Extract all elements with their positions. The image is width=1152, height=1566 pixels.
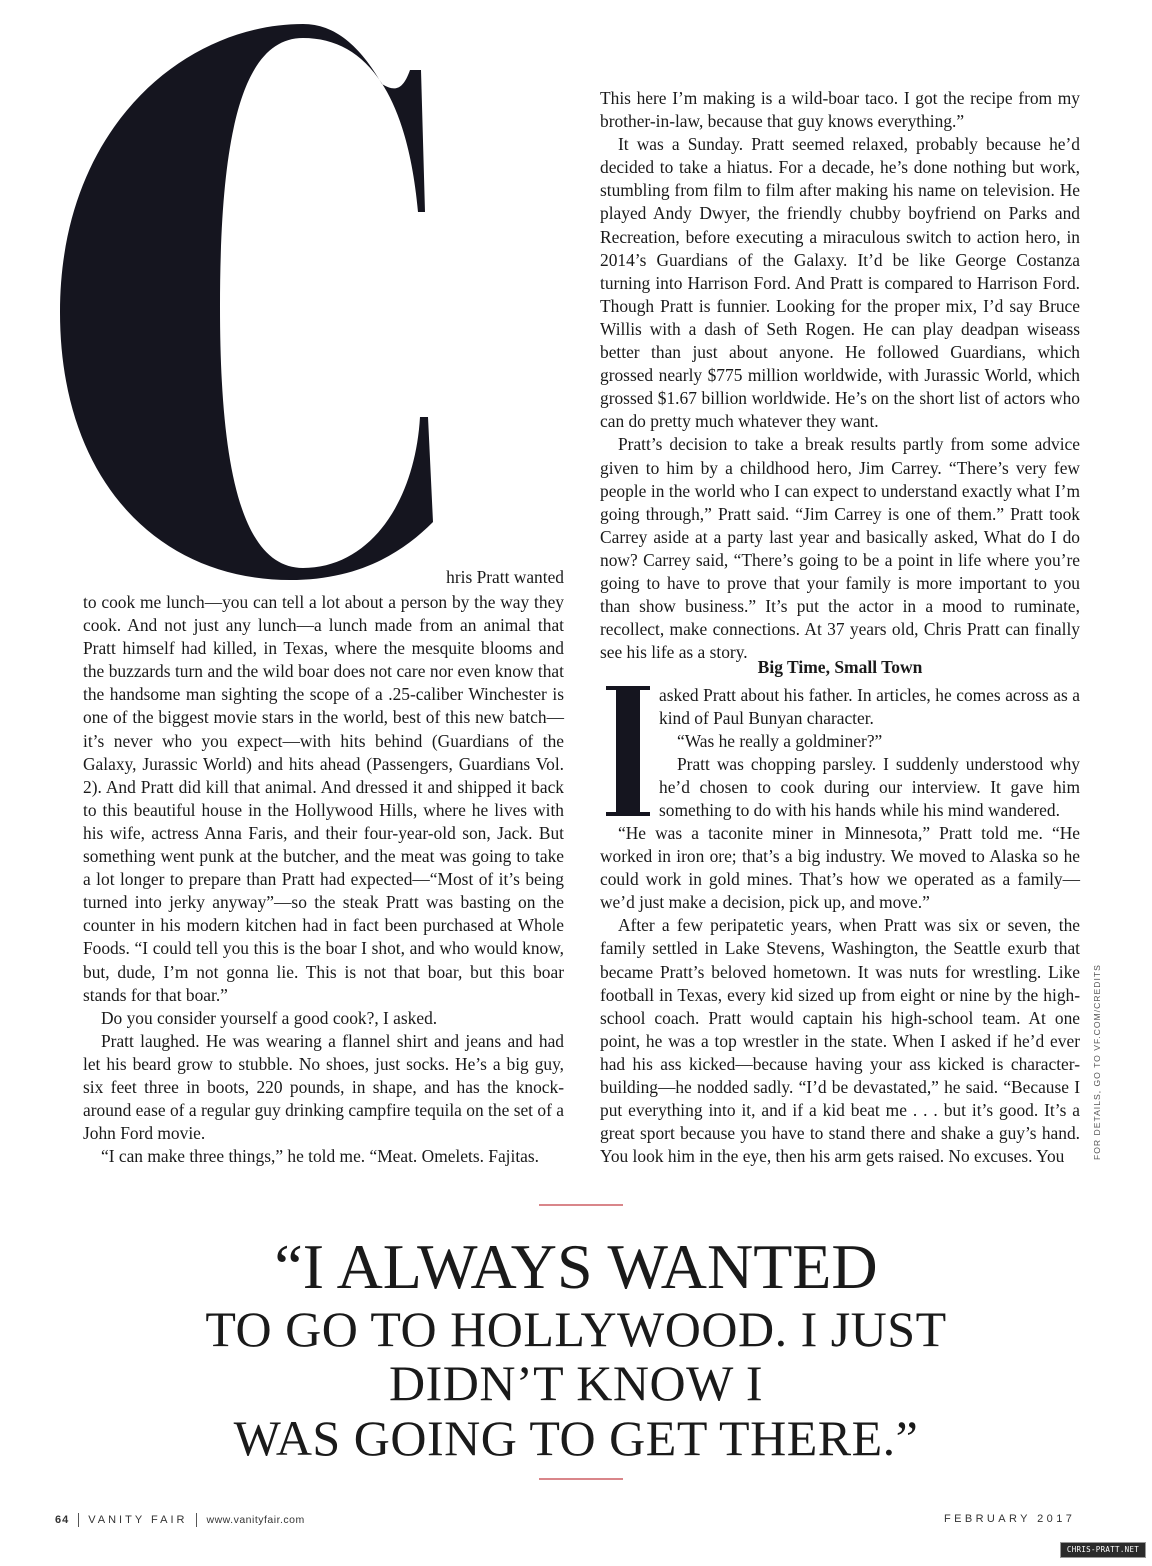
paragraph: Pratt laughed. He was wearing a flannel shirt and jeans and had let his beard grow to stubble. No shoes, just socks. He’s a big guy, six feet three in boots, 220 pounds, in shape, and has the knock-around ease of a regular guy drinking campfire tequila on the set of a John Ford movie. xyxy=(83,1030,564,1144)
photo-credit-note: FOR DETAILS, GO TO VF.COM/CREDITS xyxy=(1092,964,1102,1160)
divider xyxy=(196,1513,197,1527)
pull-quote xyxy=(0,1232,1152,1466)
pull-quote-line: “I ALWAYS WANTED xyxy=(274,1231,878,1302)
right-column-top xyxy=(600,87,1080,664)
section2-lead-block xyxy=(659,684,1080,823)
right-column-bottom xyxy=(600,822,1080,1168)
paragraph: After a few peripatetic years, when Pratt was six or seven, the family settled in Lake Stevens, Washington, the Seattle exurb that became Pratt’s beloved hometown. It was nuts for wrestling. Like football in Texas, every kid sized up from eight or nine by the high-school coach. Pratt would captain his high-school team. At one point, he was a top wrestler in the state. When I asked if he’d ever had his ass kicked—because having your ass kicked is character-building—he nodded sadly. “I’d be devastated,” he said. “Because I put everything into it, and if a kid beat me . . . but it’s good. It’s a great sport because you have to stand there and shake a guy’s hand. You look him in the eye, then his arm gets raised. No excuses. You xyxy=(600,915,1080,1167)
page-number: 64 xyxy=(55,1513,70,1526)
lead-in-text: hris Pratt wanted xyxy=(446,567,564,587)
paragraph: Do you consider yourself a good cook?, I asked. xyxy=(101,1007,438,1028)
issue-date: FEBRUARY 2017 xyxy=(944,1513,1076,1525)
pull-quote-rule-top xyxy=(539,1204,623,1206)
website-url[interactable]: www.vanityfair.com xyxy=(206,1513,305,1526)
drop-cap-c xyxy=(35,22,455,582)
magazine-name: VANITY FAIR xyxy=(88,1513,188,1526)
paragraph: This here I’m making is a wild-boar taco. I got the recipe from my brother-in-law, because that guy knows everything.” xyxy=(600,88,1080,132)
pull-quote-rule-bottom xyxy=(539,1478,623,1480)
paragraph: Pratt was chopping parsley. I suddenly understood why he’d chosen to cook during our interview. It gave him something to do with his hands while his mind wandered. xyxy=(659,754,1080,821)
paragraph: “He was a taconite miner in Minnesota,” Pratt told me. “He worked in iron ore; that’s a big industry. We moved to Alaska so he could work in gold mines. That’s how we operated as a family—we’d just make a decision, pick up, and move.” xyxy=(600,823,1080,913)
paragraph: to cook me lunch—you can tell a lot about a person by the way they cook. And not just any lunch—a lunch made from an animal that Pratt himself had killed, in Texas, where the mesquite blooms and the buzzards turn and the wild boar does not care nor even know that the handsome man sighting the scope of a .25-caliber Winchester is one of the biggest movie stars in the world, best of this new batch—it’s never who you expect—with hits behind (Guardians of the Galaxy, Jurassic World) and hits ahead (Passengers, Guardians Vol. 2). And Pratt did kill that animal. And dressed it and shipped it back to this beautiful house in the Hollywood Hills, where he lives with his wife, actress Anna Faris, and their four-year-old son, Jack. But something went punk at the butcher, and the meat was going to take a lot longer to prepare than Pratt had expected—“Most of it’s being turned into jerky anyway”—so the steak Pratt was basting on the counter in his modern kitchen had in fact been purchased at Whole Foods. “I could tell you this is the boar I shot, and who would know, but, dude, I’m not gonna lie. This is not that boar, but this boar stands for that boar.” xyxy=(83,592,564,1005)
paragraph: “I can make three things,” he told me. “Meat. Omelets. Fajitas. xyxy=(101,1146,540,1167)
drop-cap-i xyxy=(606,686,650,816)
left-column xyxy=(83,591,564,1168)
paragraph: It was a Sunday. Pratt seemed relaxed, probably because he’d decided to take a hiatus. For a decade, he’s done nothing but work, stumbling from film to film after making his name on television. He played Andy Dwyer, the friendly chubby boyfriend on Parks and Recreation, before executing a miraculous switch to action hero, in 2014’s Guardians of the Galaxy. It’d be like George Costanza turning into Harrison Ford. And Pratt is compared to Harrison Ford. Though Pratt is funnier. Looking for the proper mix, I’d say Bruce Willis with a dash of Seth Rogen. He can play deadpan wiseass better than just about anyone. He followed Guardians, which grossed nearly $775 million worldwide, with Jurassic World, which grossed $1.67 billion worldwide. He’s on the short list of actors who can do pretty much whatever they want. xyxy=(600,134,1080,432)
section-subhead: Big Time, Small Town xyxy=(757,657,923,677)
paragraph: “Was he really a goldminer?” xyxy=(677,731,883,752)
pull-quote-line: DIDN’T KNOW I xyxy=(388,1355,764,1411)
pull-quote-line: WAS GOING TO GET THERE.” xyxy=(233,1410,919,1466)
pull-quote-line: TO GO TO HOLLYWOOD. I JUST xyxy=(205,1301,947,1357)
paragraph: asked Pratt about his father. In articles, he comes across as a kind of Paul Bunyan character. xyxy=(659,685,1080,729)
site-watermark: CHRIS-PRATT.NET xyxy=(1060,1542,1146,1558)
divider xyxy=(78,1513,79,1527)
page-footer xyxy=(55,1513,305,1527)
paragraph: Pratt’s decision to take a break results partly from some advice given to him by a childhood hero, Jim Carrey. “There’s very few people in the world who I can expect to understand exactly what I’m going through,” Pratt said. “Jim Carrey is one of them.” Pratt took Carrey aside at a party last year and basically asked, What do I do now? Carrey said, “There’s going to be a point in life where you’re going to have to prove that your family is more important to you than show business.” It’s put the actor in a mood to ruminate, recollect, make connections. At 37 years old, Chris Pratt can finally see his life as a story. xyxy=(600,434,1080,663)
